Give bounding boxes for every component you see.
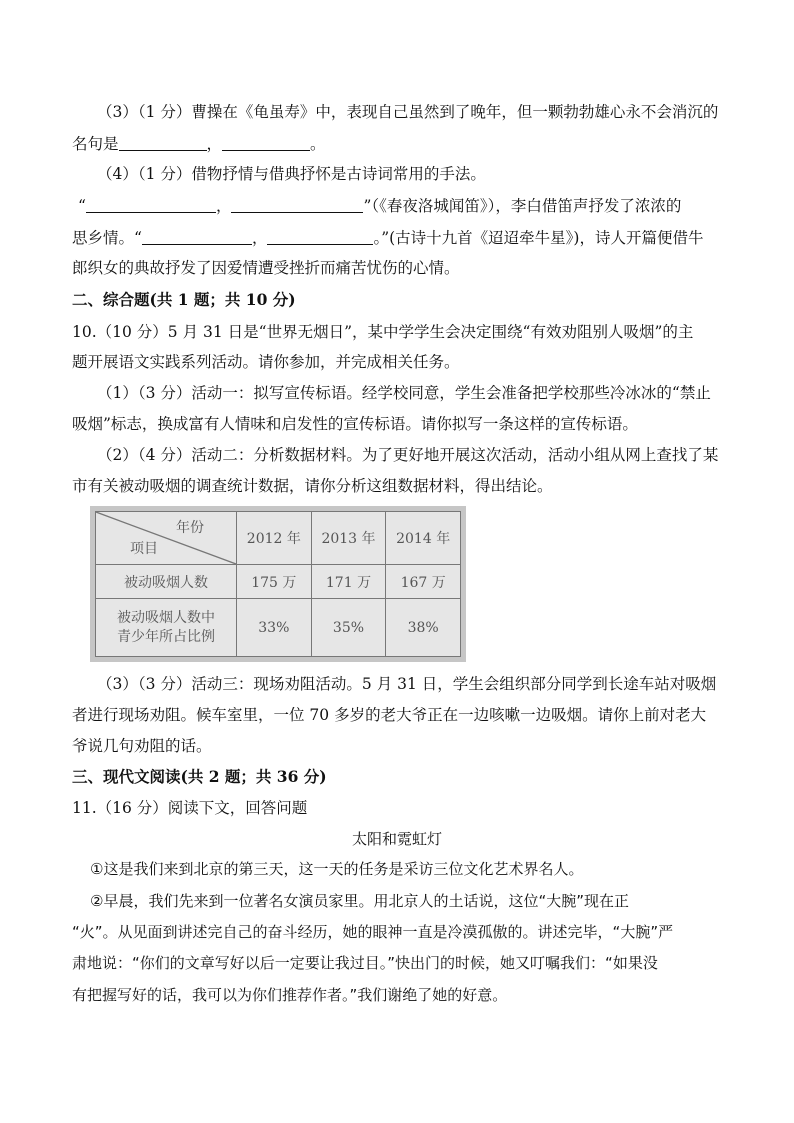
table-corner-cell xyxy=(96,512,237,565)
table-row-label: 被动吸烟人数中 青少年所占比例 xyxy=(96,599,237,657)
task2-line1: （2）（4 分）活动二：分析数据材料。为了更好地开展这次活动，活动小组从网上查找了某 xyxy=(97,446,719,464)
table-header-year: 2014 年 xyxy=(386,512,461,565)
q9-3-line1: （3）（1 分）曹操在《龟虽寿》中，表现自己虽然到了晚年，但一颗勃勃雄心永不会消沉的 xyxy=(97,103,719,121)
answer-blank[interactable] xyxy=(267,230,373,245)
diagonal-line xyxy=(96,512,236,564)
data-table-image xyxy=(90,506,466,662)
q9-4-line3: 思乡情。“ ， 。”(古诗十九首《迢迢牵牛星》)，诗人开篇便借牛 xyxy=(72,229,704,247)
task3-line2: 者进行现场劝阻。候车室里，一位 70 多岁的老大爷正在一边咳嗽一边吸烟。请你上前对老大 xyxy=(72,706,707,724)
corner-item-label: 项目 xyxy=(130,541,158,557)
q11-line: 11.（16 分）阅读下文，回答问题 xyxy=(72,799,308,817)
q9-3-line2: 名句是 ， 。 xyxy=(72,135,326,153)
task3-line3: 爷说几句劝阻的话。 xyxy=(72,737,212,755)
passive-smoking-table xyxy=(95,511,461,657)
story-paragraph-2-line3: 肃地说：“你们的文章写好以后一定要让我过目。”快出门的时候，她又叮嘱我们：“如果没 xyxy=(72,954,658,972)
task2-line2: 市有关被动吸烟的调查统计数据，请你分析这组数据材料，得出结论。 xyxy=(72,477,553,495)
story-paragraph-2-line1: ②早晨，我们先来到一位著名女演员家里。用北京人的土话说，这位“大腕”现在正 xyxy=(90,892,629,910)
table-cell: 33% xyxy=(237,599,312,657)
table-row-label: 被动吸烟人数 xyxy=(96,565,237,599)
task1-line2: 吸烟”标志，换成富有人情味和启发性的宣传标语。请你拟写一条这样的宣传标语。 xyxy=(72,415,638,433)
q10-line2: 题开展语文实践系列活动。请你参加，并完成相关任务。 xyxy=(72,353,460,371)
answer-blank[interactable] xyxy=(142,230,252,245)
table-header-year: 2012 年 xyxy=(237,512,312,565)
corner-year-label: 年份 xyxy=(176,520,204,536)
story-paragraph-2-line4: 有把握写好的话，我可以为你们推荐作者。”我们谢绝了她的好意。 xyxy=(72,986,508,1004)
table-cell: 35% xyxy=(311,599,386,657)
story-paragraph-1: ①这是我们来到北京的第三天，这一天的任务是采访三位文化艺术界名人。 xyxy=(90,860,584,878)
table-header-year: 2013 年 xyxy=(311,512,386,565)
section2-heading: 二、综合题(共 1 题；共 10 分) xyxy=(72,290,296,309)
answer-blank[interactable] xyxy=(231,198,363,213)
answer-blank[interactable] xyxy=(222,136,310,151)
table-cell: 167 万 xyxy=(386,565,461,599)
task3-line1: （3）（3 分）活动三：现场劝阻活动。5 月 31 日，学生会组织部分同学到长途车站对吸烟 xyxy=(97,675,717,693)
table-cell: 171 万 xyxy=(311,565,386,599)
section3-heading: 三、现代文阅读(共 2 题；共 36 分) xyxy=(72,767,327,786)
story-paragraph-2-line2: “火”。从见面到讲述完自己的奋斗经历，她的眼神一直是冷漠孤傲的。讲述完毕，“大腕”严 xyxy=(72,923,674,941)
table-cell: 38% xyxy=(386,599,461,657)
table-cell: 175 万 xyxy=(237,565,312,599)
answer-blank[interactable] xyxy=(119,136,207,151)
q10-line1: 10.（10 分）5 月 31 日是“世界无烟日”，某中学学生会决定围绕“有效劝阻别人吸烟”的主 xyxy=(72,323,694,341)
story-title: 太阳和霓虹灯 xyxy=(351,830,442,848)
q9-4-line1: （4）（1 分）借物抒情与借典抒怀是古诗词常用的手法。 xyxy=(97,165,486,183)
q9-4-line2: “ ， ”（《春夜洛城闻笛》），李白借笛声抒发了浓浓的 xyxy=(78,197,682,215)
q9-4-line4: 郎织女的典故抒发了因爱情遭受挫折而痛苦忧伤的心情。 xyxy=(72,259,460,277)
task1-line1: （1）（3 分）活动一：拟写宣传标语。经学校同意，学生会准备把学校那些冷冰冰的“禁止 xyxy=(97,384,711,402)
answer-blank[interactable] xyxy=(86,198,216,213)
